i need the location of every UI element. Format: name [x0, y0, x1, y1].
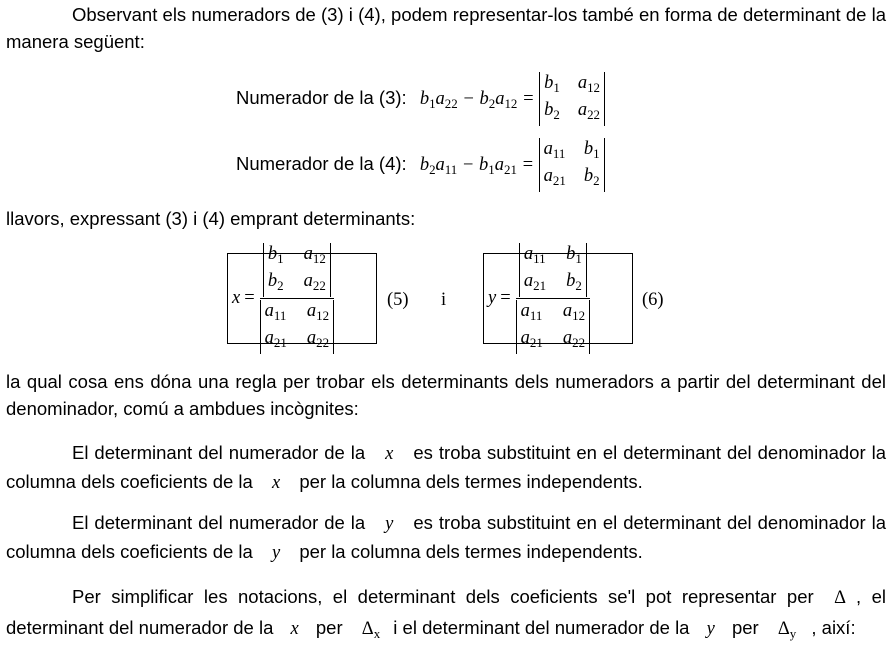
equation-5-variable: x — [232, 288, 241, 308]
equation-5-denominator-determinant: $a_{11}$ $a_{12}$ $a_{21}$ $a_{22}$ — [260, 300, 334, 354]
equation-5-numerator-determinant: $b_1$ $a_{12}$ $b_2$ $a_{22}$ — [263, 243, 331, 297]
equation-6-denominator-determinant: $a_{11}$ $a_{12}$ $a_{21}$ $a_{22}$ — [516, 300, 590, 354]
equation-5-number: (5) — [387, 290, 409, 310]
equation-6-box: y = $a_{11}$ $b_1$ $a_{21}$ $b_2$ $a_{11}$ $a_{12}$ $a_{21}$ $a_{22}$ — [483, 253, 633, 344]
numerator-4-expression: $b_2a_{11} - b_1a_{21}$ = — [419, 154, 535, 177]
numerator-4-label: Numerador de la (4): — [236, 152, 407, 174]
equation-6-fraction — [516, 243, 590, 354]
notation-paragraph: Per simplificar les notacions, el determinant dels coeficients se'l pot representar per Δ , el determinant del numerador de la x per $\Delta_x$ i el determinant del numerador de la y per $\Delta_y$ , així: — [6, 586, 887, 641]
equation-5-box: x = $b_1$ $a_{12}$ $b_2$ $a_{22}$ $a_{11}$ $a_{12}$ $a_{21}$ $a_{22}$ — [227, 253, 377, 344]
numerator-3-equation — [236, 72, 605, 126]
determinants-intro: llavors, expressant (3) i (4) emprant determinants: — [6, 208, 416, 229]
intro-line-1: Observant els numeradors de (3) i (4), podem representar-los també en forma de — [72, 4, 738, 25]
rule-paragraph: la qual cosa ens dóna una regla per trobar els determinants dels numeradors a partir del determinant del denominador, comú a ambdues incògnites: — [6, 371, 886, 419]
equation-6-variable: y — [488, 288, 497, 308]
delta-symbol: Δ — [834, 588, 847, 608]
numerator-4-determinant: $a_{11}$ $b_1$ $a_{21}$ $b_2$ — [539, 138, 605, 192]
connector-i: i — [441, 290, 447, 310]
equation-6-number: (6) — [642, 290, 664, 310]
equation-5-fraction — [260, 243, 334, 354]
numerator-4-equation — [236, 138, 605, 192]
delta-y-symbol: $\Delta_y$ — [777, 619, 797, 641]
numerator-3-determinant: $b_1$ $a_{12}$ $b_2$ $a_{22}$ — [539, 72, 605, 126]
delta-x-symbol: $\Delta_x$ — [361, 619, 381, 641]
numerator-3-label: Numerador de la (3): — [236, 86, 407, 108]
equation-6-numerator-determinant: $a_{11}$ $b_1$ $a_{21}$ $b_2$ — [519, 243, 587, 297]
rule-x-paragraph: El determinant del numerador de la x es troba substituint en el determinant del denominador la columna dels coeficients de la x per la columna dels termes independents. — [6, 442, 886, 493]
numerator-3-expression: $b_1a_{22} - b_2a_{12}$ = — [419, 88, 535, 111]
rule-y-paragraph: El determinant del numerador de la y es troba substituint en el determinant del denominador la columna dels coeficients de la y per la columna dels termes independents. — [6, 512, 886, 563]
intro-line-2: determinant de la manera següent: — [6, 4, 887, 52]
intro-paragraph — [6, 1, 886, 55]
